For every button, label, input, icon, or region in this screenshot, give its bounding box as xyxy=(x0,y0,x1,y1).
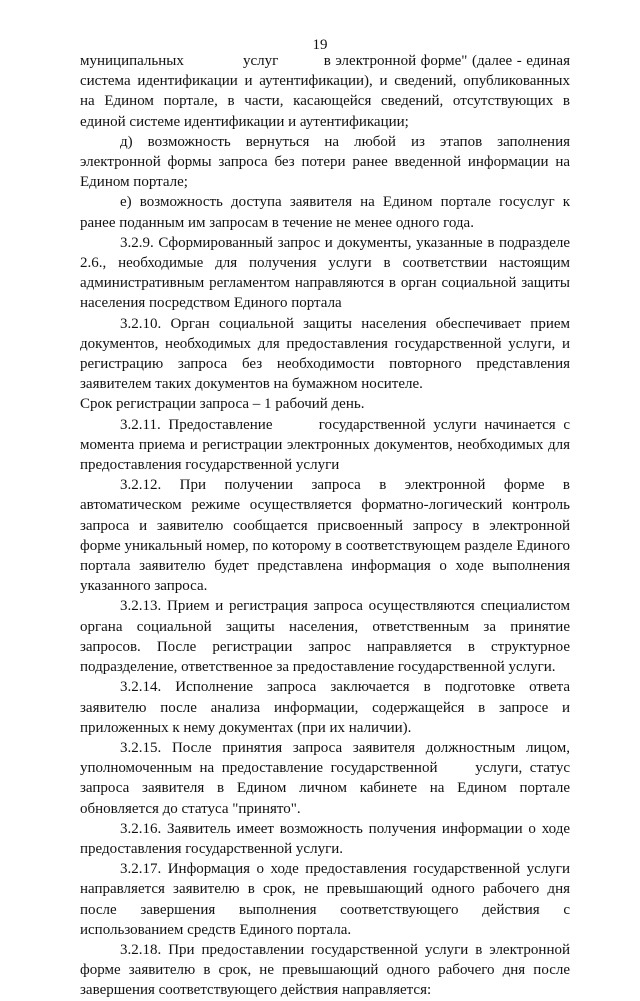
page-number: 19 xyxy=(312,37,328,53)
paragraph-3-2-16: 3.2.16. Заявитель имеет возможность получения информации о ходе предоставления государственной услуги. xyxy=(80,820,570,857)
paragraph-item-e: е) возможность доступа заявителя на Едином портале госуслуг к ранее поданным им запросам в течение не менее одного года. xyxy=(80,194,570,231)
paragraph-registration-term: Срок регистрации запроса – 1 рабочий день. xyxy=(80,396,365,413)
document-body xyxy=(80,51,570,1001)
paragraph-3-2-12: 3.2.12. При получении запроса в электронной форме в автоматическом режиме осуществляется форматно-логический контроль запроса и заявителю сообщается присвоенный запросу в электронной форме уникальный номер, по которому в соответствующем разделе Единого портала заявителю будет представлена информация о ходе выполнения указанного запроса. xyxy=(80,477,570,595)
paragraph-item-d: д) возможность вернуться на любой из этапов заполнения электронной формы запроса без потери ранее введенной информации на Едином портале; xyxy=(80,133,570,191)
paragraph-3-2-13: 3.2.13. Прием и регистрация запроса осуществляются специалистом органа социальной защиты населения, ответственным за принятие запросов. После регистрации запрос направляется в структурное подразделение, ответственное за предоставление государственной услуги. xyxy=(80,598,570,676)
paragraph-3-2-17: 3.2.17. Информация о ходе предоставления государственной услуги направляется заявителю в срок, не превышающий одного рабочего дня после завершения выполнения соответствующего действия с использованием средств Единого портала. xyxy=(80,861,570,938)
paragraph-3-2-14: 3.2.14. Исполнение запроса заключается в подготовке ответа заявителю после анализа информации, содержащейся в запросе и приложенных к нему документах (при их наличии). xyxy=(80,679,570,736)
paragraph-3-2-9: 3.2.9. Сформированный запрос и документы, указанные в подразделе 2.6., необходимые для получения услуги в соответствии настоящим административным регламентом направляются в орган социальной защиты населения посредством Единого портала xyxy=(80,234,570,312)
paragraph-3-2-18: 3.2.18. При предоставлении государственной услуги в электронной форме заявителю в срок, не превышающий одного рабочего дня после завершения соответствующего действия направляется: xyxy=(80,941,570,999)
paragraph-3-2-15: 3.2.15. После принятия запроса заявителя должностным лицом, уполномоченным на предоставление государственной услуги, статус запроса заявителя в Едином личном кабинете на Едином портале обновляется до статуса "принято". xyxy=(80,739,570,817)
paragraph-3-2-10: 3.2.10. Орган социальной защиты населения обеспечивает прием документов, необходимых для предоставления государственной услуги, и регистрацию запроса без необходимости повторного представления заявителем таких документов на бумажном носителе. xyxy=(80,315,570,393)
paragraph-3-2-11: 3.2.11. Предоставление государственной услуги начинается с момента приема и регистрации электронных документов, необходимых для предоставления государственной услуги xyxy=(80,416,570,474)
paragraph-continuation: муниципальных услуг в электронной форме" (далее - единая система идентификации и аутентификации), и сведений, опубликованных на Едином портале, в части, касающейся сведений, отсутствующих в единой системе идентификации и аутентификации; xyxy=(80,53,570,130)
